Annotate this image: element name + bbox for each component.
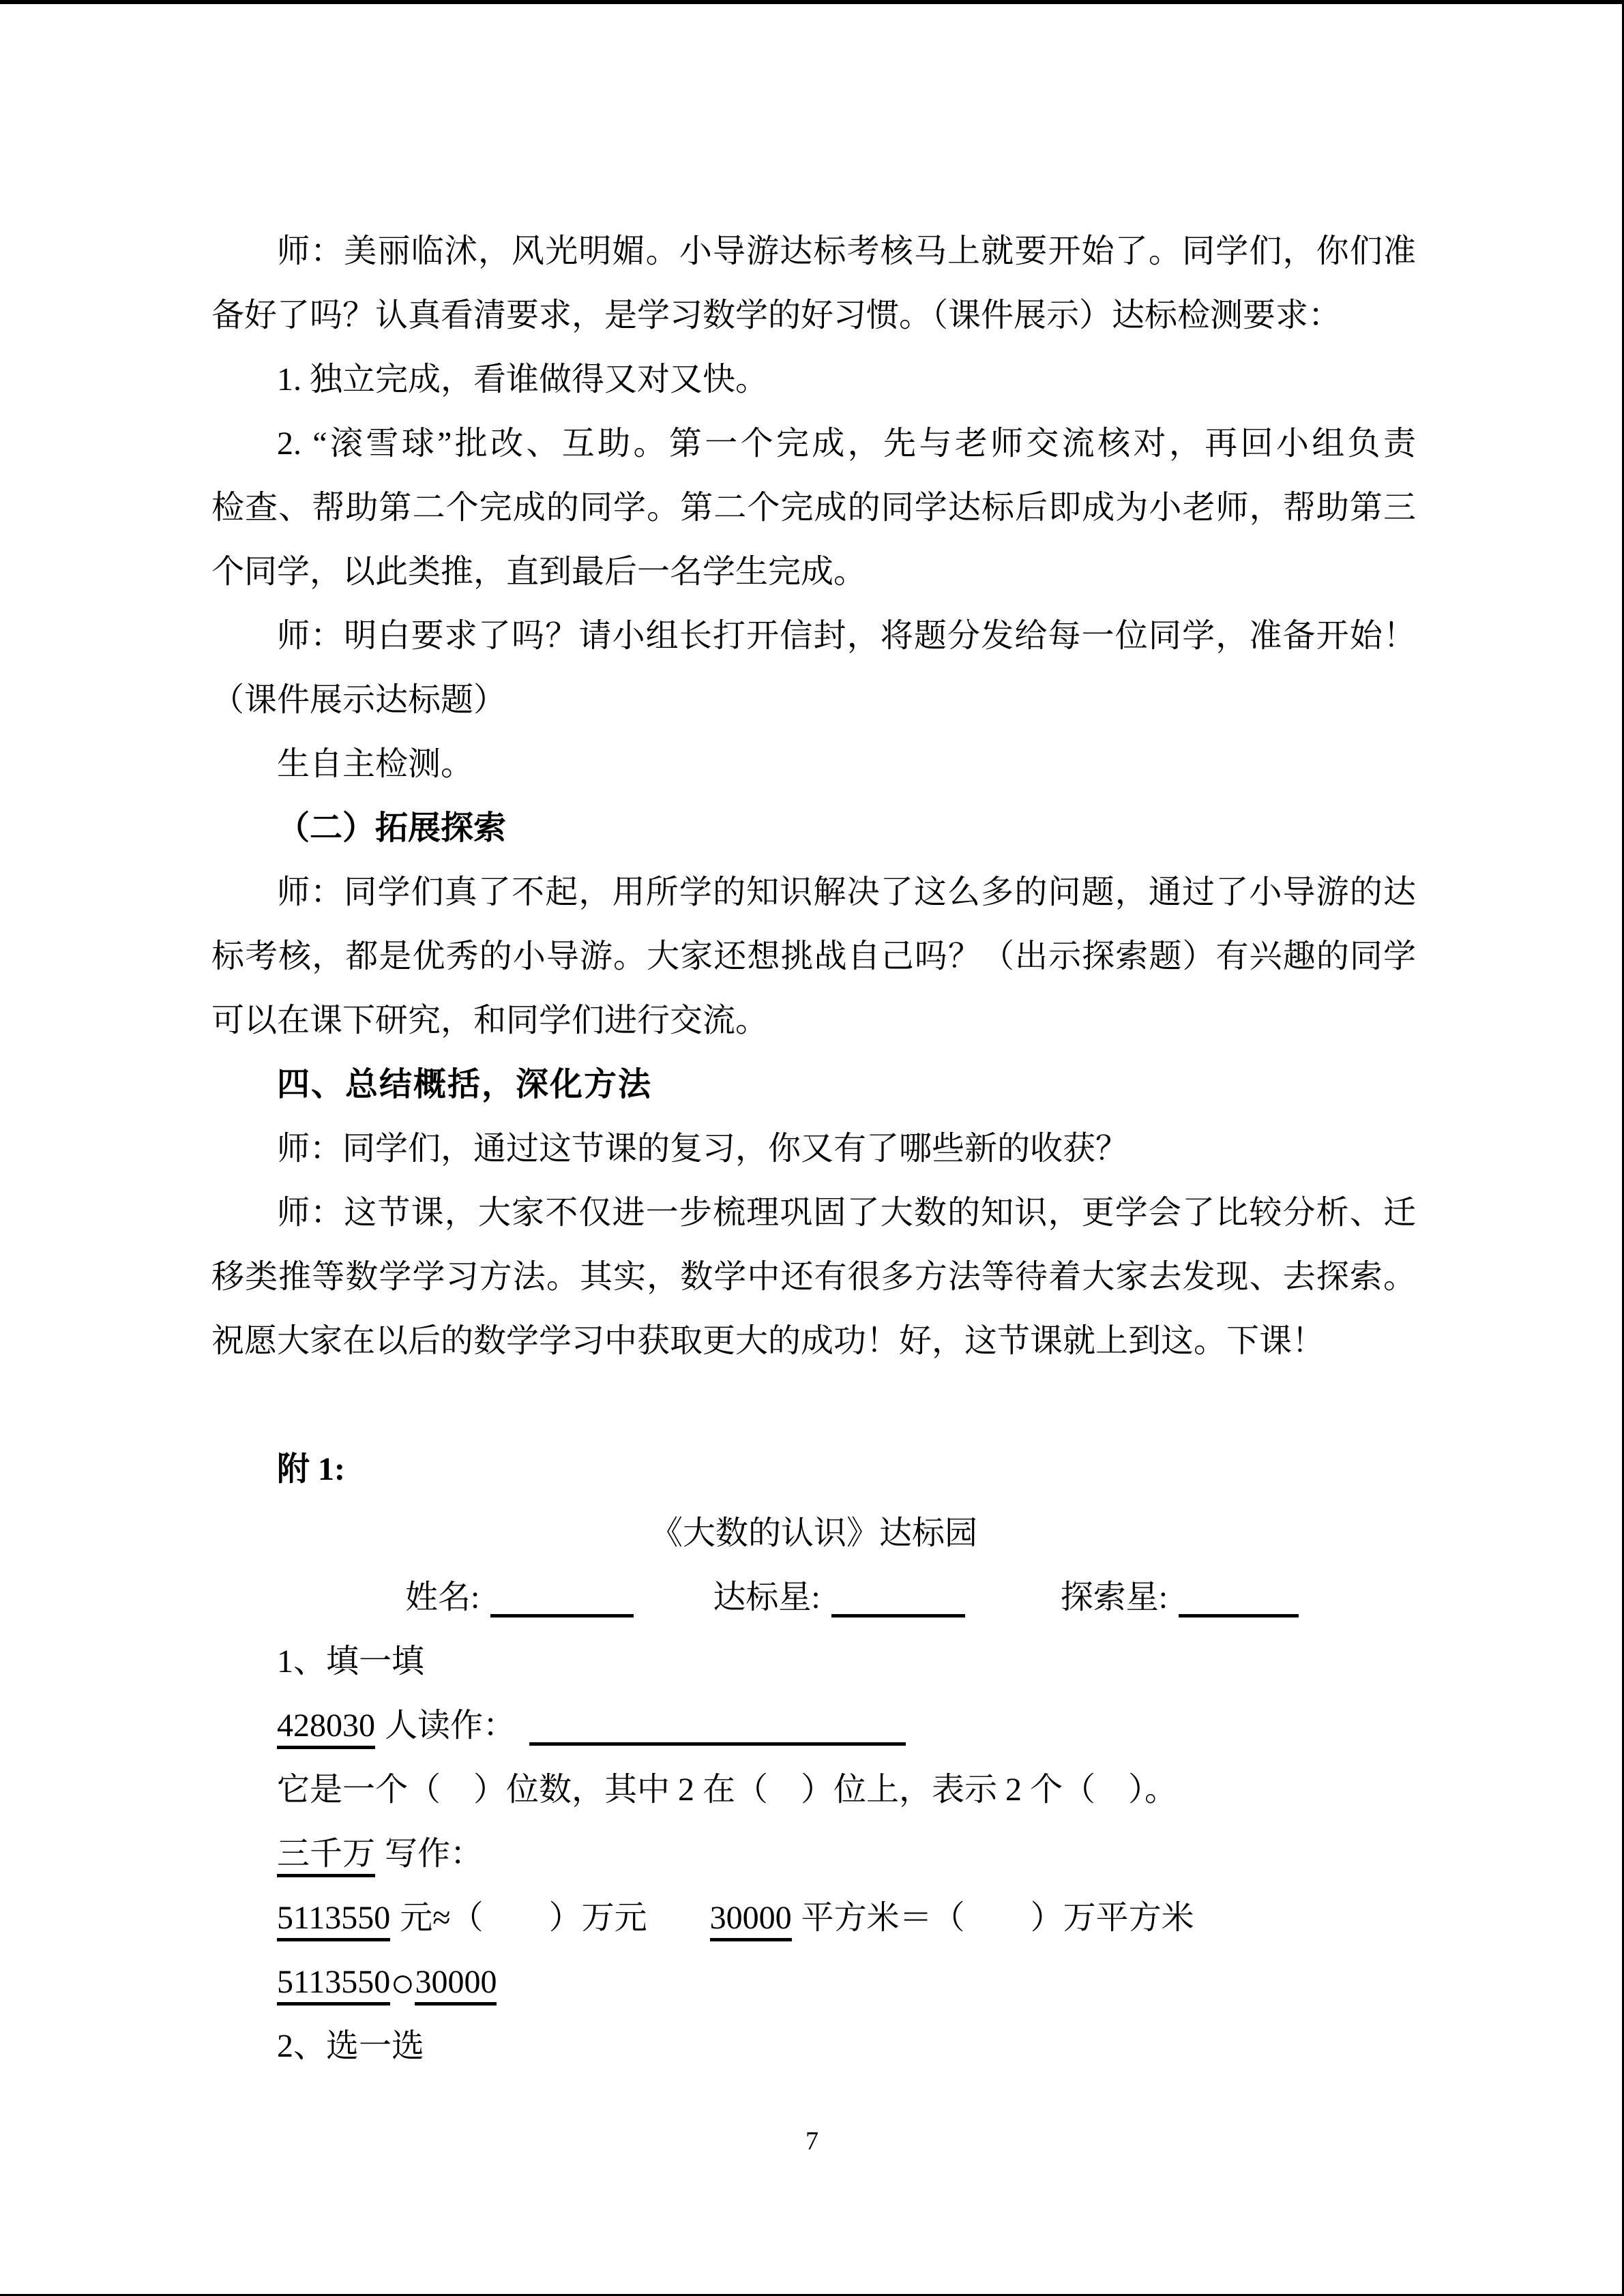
rule-item-2-line1: 2. “滚雪球”批改、互助。第一个完成，先与老师交流核对，再回小组负责 — [277, 426, 1416, 462]
compare-circle: ○ — [390, 1960, 415, 2006]
paragraph-summary-question: 师：同学们，通过这节课的复习，你又有了哪些新的收获？ — [277, 1131, 1129, 1167]
name-blank — [490, 1607, 634, 1617]
paragraph-expand-line3: 可以在课下研究，和同学们进行交流。 — [211, 1002, 769, 1039]
heading-summary: 四、总结概括，深化方法 — [277, 1067, 653, 1103]
read-number-underlined: 428030 — [277, 1708, 375, 1749]
worksheet-read-row — [211, 1694, 1416, 1758]
write-label: 写作： — [385, 1836, 484, 1872]
worksheet-title: 《大数的认识》达标园 — [649, 1515, 977, 1551]
worksheet-convert-row — [211, 1886, 1416, 1950]
worksheet-write-row — [211, 1822, 1416, 1886]
paragraph-teacher-start-line2: （课件展示达标题） — [211, 682, 507, 718]
paragraph-summary-line2: 移类推等数学学习方法。其实，数学中还有很多方法等待着大家去发现、去探索。 — [211, 1259, 1416, 1295]
worksheet-question-1: 1、填一填 — [277, 1643, 425, 1680]
write-number-underlined: 三千万 — [277, 1836, 375, 1877]
paragraph-expand-line2: 标考核，都是优秀的小导游。大家还想挑战自己吗？（出示探索题）有兴趣的同学 — [211, 938, 1416, 974]
paragraph-summary-line1: 师：这节课，大家不仅进一步梳理巩固了大数的知识，更学会了比较分析、迁 — [277, 1195, 1416, 1231]
worksheet-question-2: 2、选一选 — [277, 2028, 425, 2064]
rule-item-1: 1. 独立完成，看谁做得又对又快。 — [277, 361, 769, 398]
paragraph-summary-line3: 祝愿大家在以后的数学学习中获取更大的成功！好，这节课就上到这。下课！ — [211, 1323, 1325, 1359]
reach-star-label: 达标星: — [713, 1579, 821, 1615]
paragraph-student-test: 生自主检测。 — [277, 746, 474, 782]
paragraph-opening-line1: 师：美丽临沭，风光明媚。小导游达标考核马上就要开始了。同学们，你们准 — [277, 233, 1416, 269]
read-answer-blank — [529, 1735, 906, 1746]
blank-line — [211, 1373, 1416, 1437]
explore-star-label: 探索星: — [1060, 1579, 1168, 1615]
name-label: 姓名: — [405, 1579, 480, 1615]
reach-star-blank — [831, 1607, 965, 1617]
sqm-number-underlined: 30000 — [710, 1900, 792, 1941]
worksheet-compare-row — [211, 1950, 1416, 2014]
worksheet-name-row — [211, 1566, 1416, 1630]
yuan-label: 元≈（ ）万元 — [400, 1900, 647, 1936]
paragraph-teacher-start-line1: 师：明白要求了吗？请小组长打开信封，将题分发给每一位同学，准备开始！ — [277, 618, 1416, 654]
worksheet-digits-row: 它是一个（ ）位数，其中 2 在（ ）位上，表示 2 个（ ）。 — [277, 1772, 1178, 1808]
paragraph-opening-line2: 备好了吗？认真看清要求，是学习数学的好习惯。（课件展示）达标检测要求： — [211, 297, 1342, 333]
compare-left-underlined: 5113550 — [277, 1964, 390, 2006]
paragraph-expand-line1: 师：同学们真了不起，用所学的知识解决了这么多的问题，通过了小导游的达 — [277, 874, 1416, 910]
explore-star-blank — [1179, 1607, 1299, 1617]
scan-edge-top — [0, 0, 1624, 4]
yuan-number-underlined: 5113550 — [277, 1900, 390, 1941]
heading-expand-explore: （二）拓展探索 — [277, 810, 507, 846]
sqm-label: 平方米＝（ ）万平方米 — [801, 1900, 1194, 1936]
rule-item-2-line2: 检查、帮助第二个完成的同学。第二个完成的同学达标后即成为小老师，帮助第三 — [211, 490, 1416, 526]
document-body — [211, 220, 1416, 2078]
rule-item-2-line3: 个同学，以此类推，直到最后一名学生完成。 — [211, 554, 867, 590]
heading-attachment-1: 附 1: — [277, 1451, 345, 1487]
compare-right-underlined: 30000 — [415, 1964, 497, 2006]
read-label: 人读作： — [385, 1708, 516, 1744]
page-number: 7 — [806, 2127, 818, 2156]
